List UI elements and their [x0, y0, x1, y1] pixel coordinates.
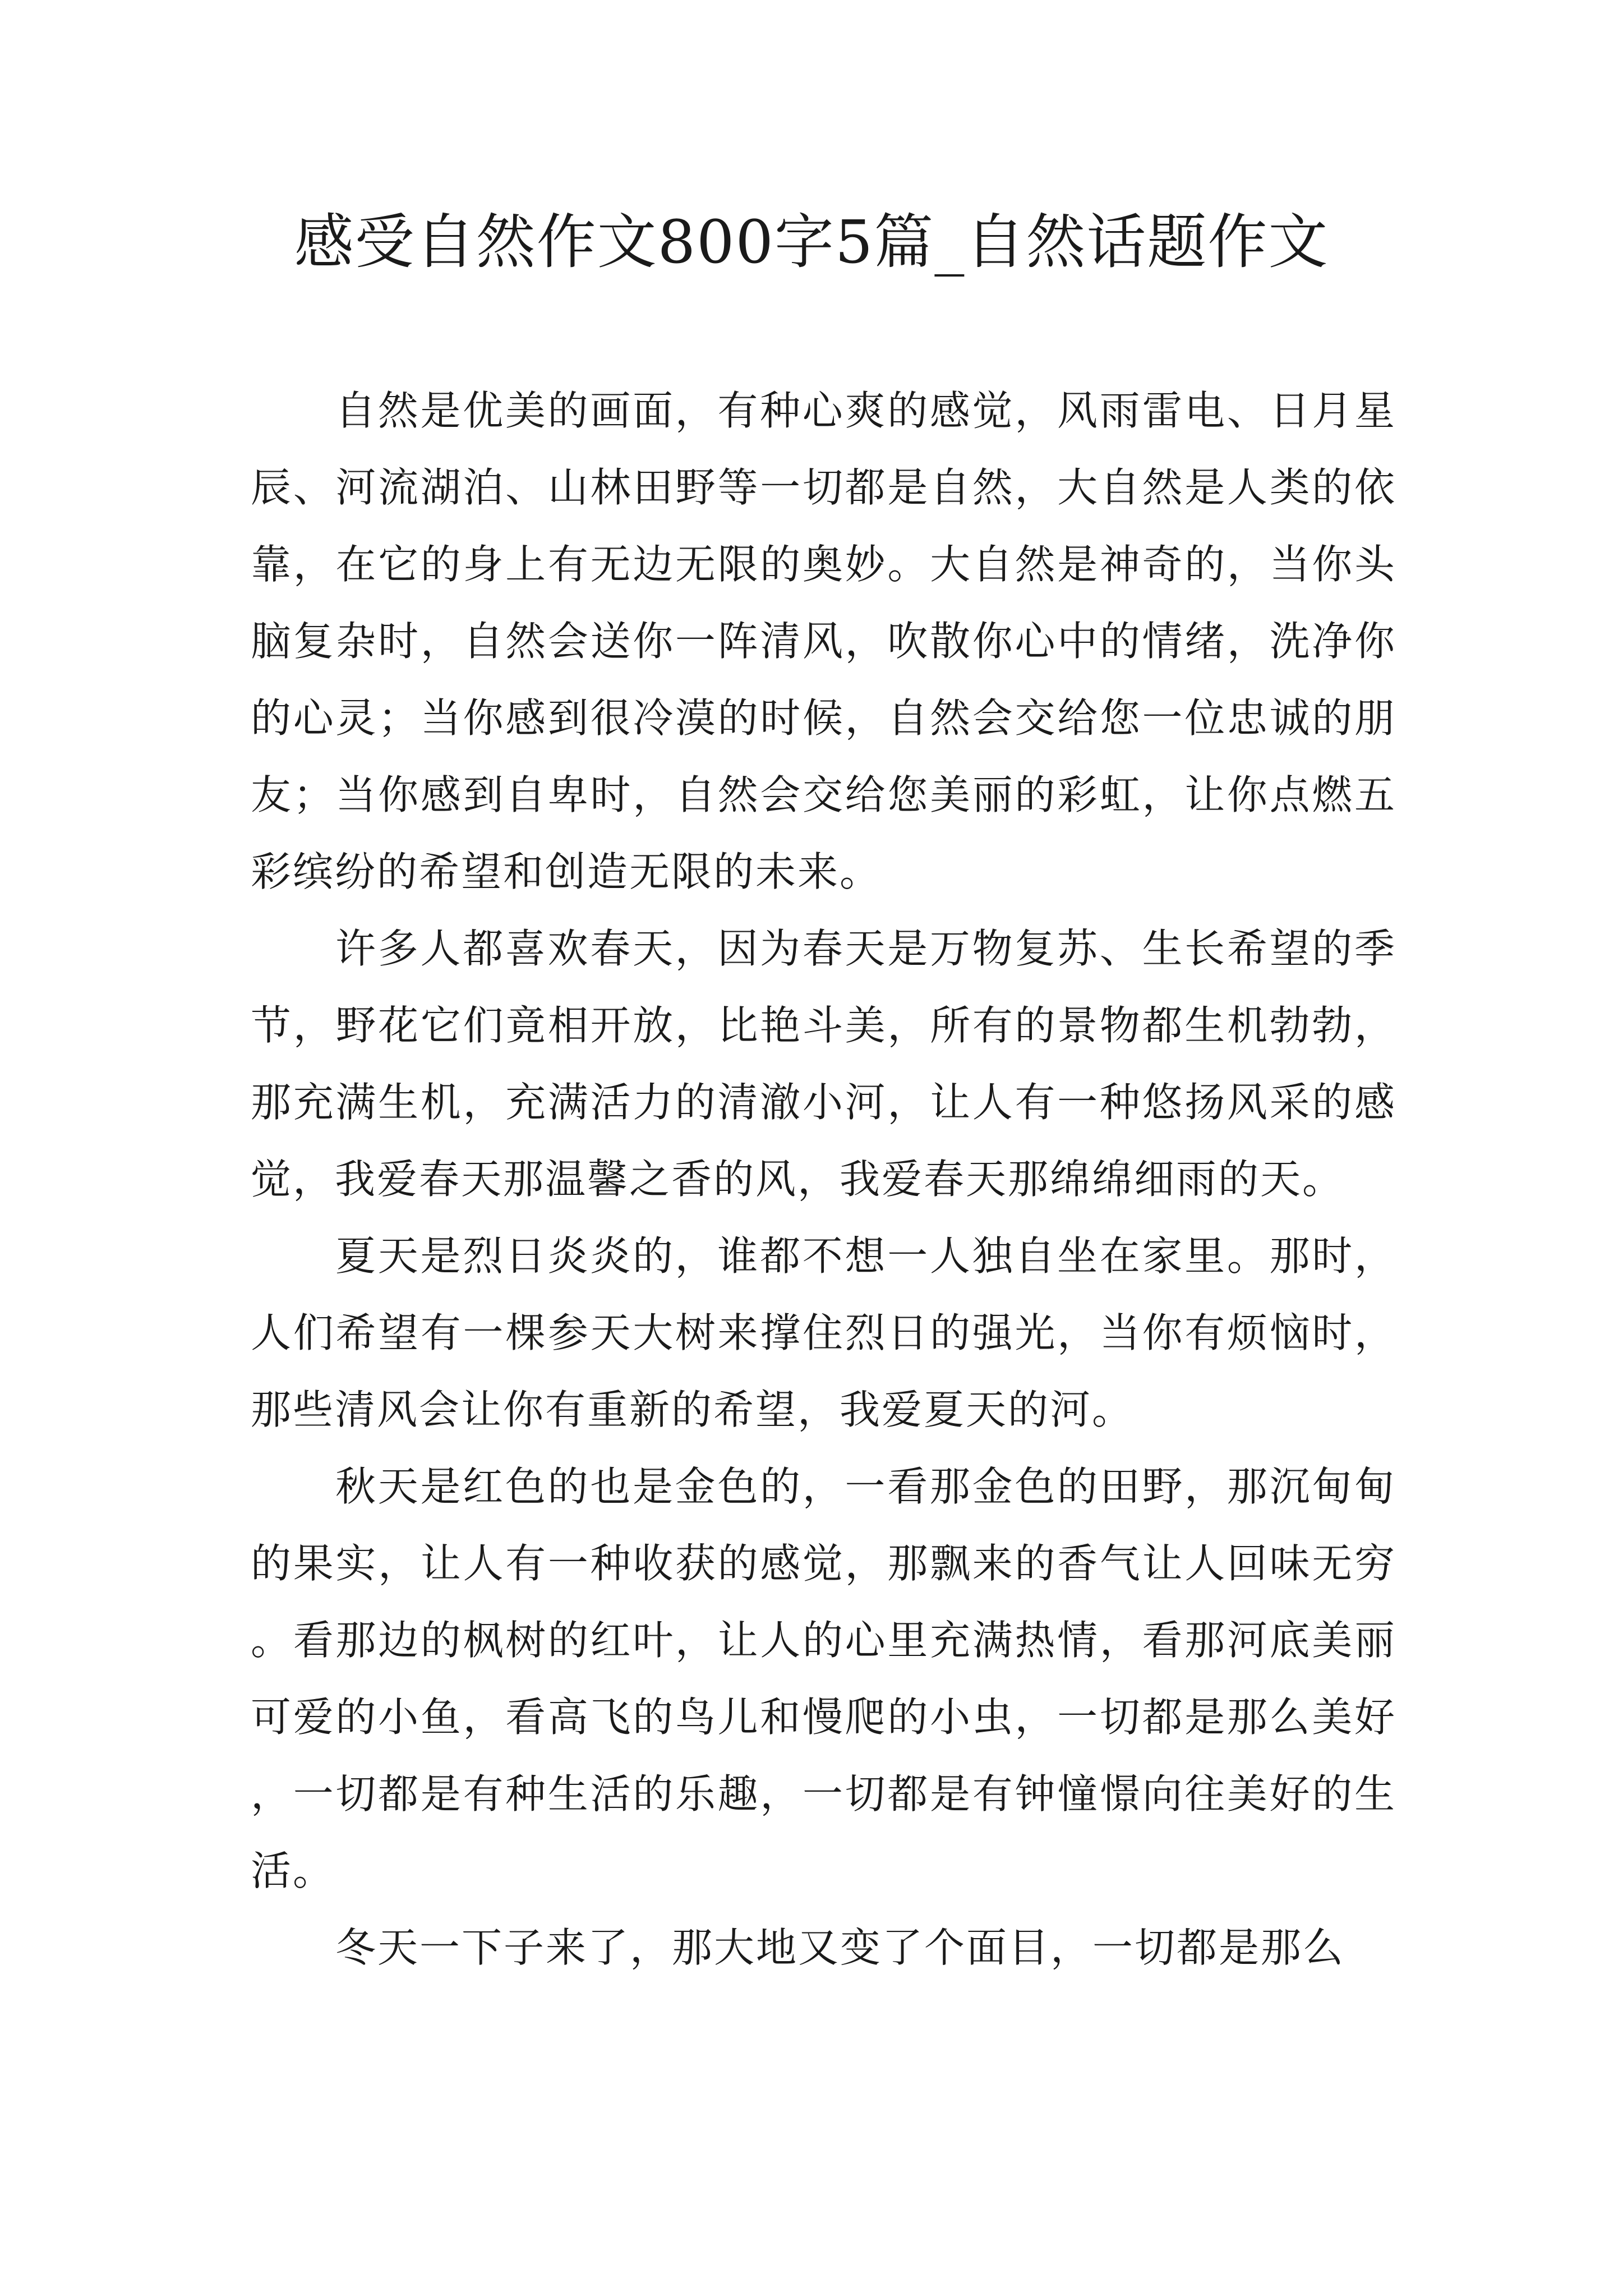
paragraph-winter: 冬天一下子来了，那大地又变了个面目，一切都是那么	[335, 1924, 1345, 1971]
paragraph-spring: 许多人都喜欢春天，因为春天是万物复苏、生长希望的季节，野花它们竟相开放，比艳斗美，所有的景物都生机勃勃，那充满生机，充满活力的清澈小河，让人有一种悠扬风采的感觉，我爱春天那温馨之香的风，我爱春天那绵绵细雨的天。	[251, 925, 1396, 1203]
paragraph-summer: 夏天是烈日炎炎的，谁都不想一人独自坐在家里。那时，人们希望有一棵参天大树来撑住烈日的强光，当你有烦恼时，那些清风会让你有重新的希望，我爱夏天的河。	[251, 1232, 1396, 1433]
paragraph-autumn: 秋天是红色的也是金色的，一看那金色的田野，那沉甸甸的果实，让人有一种收获的感觉，那飘来的香气让人回味无穷。看那边的枫树的红叶，让人的心里充满热情，看那河底美丽可爱的小鱼，看高飞的鸟儿和慢爬的小虫，一切都是那么美好，一切都是有种生活的乐趣，一切都是有钟憧憬向往美好的生活。	[251, 1463, 1396, 1894]
paragraph-nature-intro: 自然是优美的画面，有种心爽的感觉，风雨雷电、日月星辰、河流湖泊、山林田野等一切都是自然，大自然是人类的依靠，在它的身上有无边无限的奥妙。大自然是神奇的，当你头脑复杂时，自然会送你一阵清风，吹散你心中的情绪，洗净你的心灵；当你感到很冷漠的时候，自然会交给您一位忠诚的朋友；当你感到自卑时，自然会交给您美丽的彩虹，让你点燃五彩缤纷的希望和创造无限的未来。	[251, 387, 1396, 895]
document-title: 感受自然作文800字5篇_自然话题作文	[294, 208, 1329, 277]
document-body	[251, 372, 1396, 1986]
